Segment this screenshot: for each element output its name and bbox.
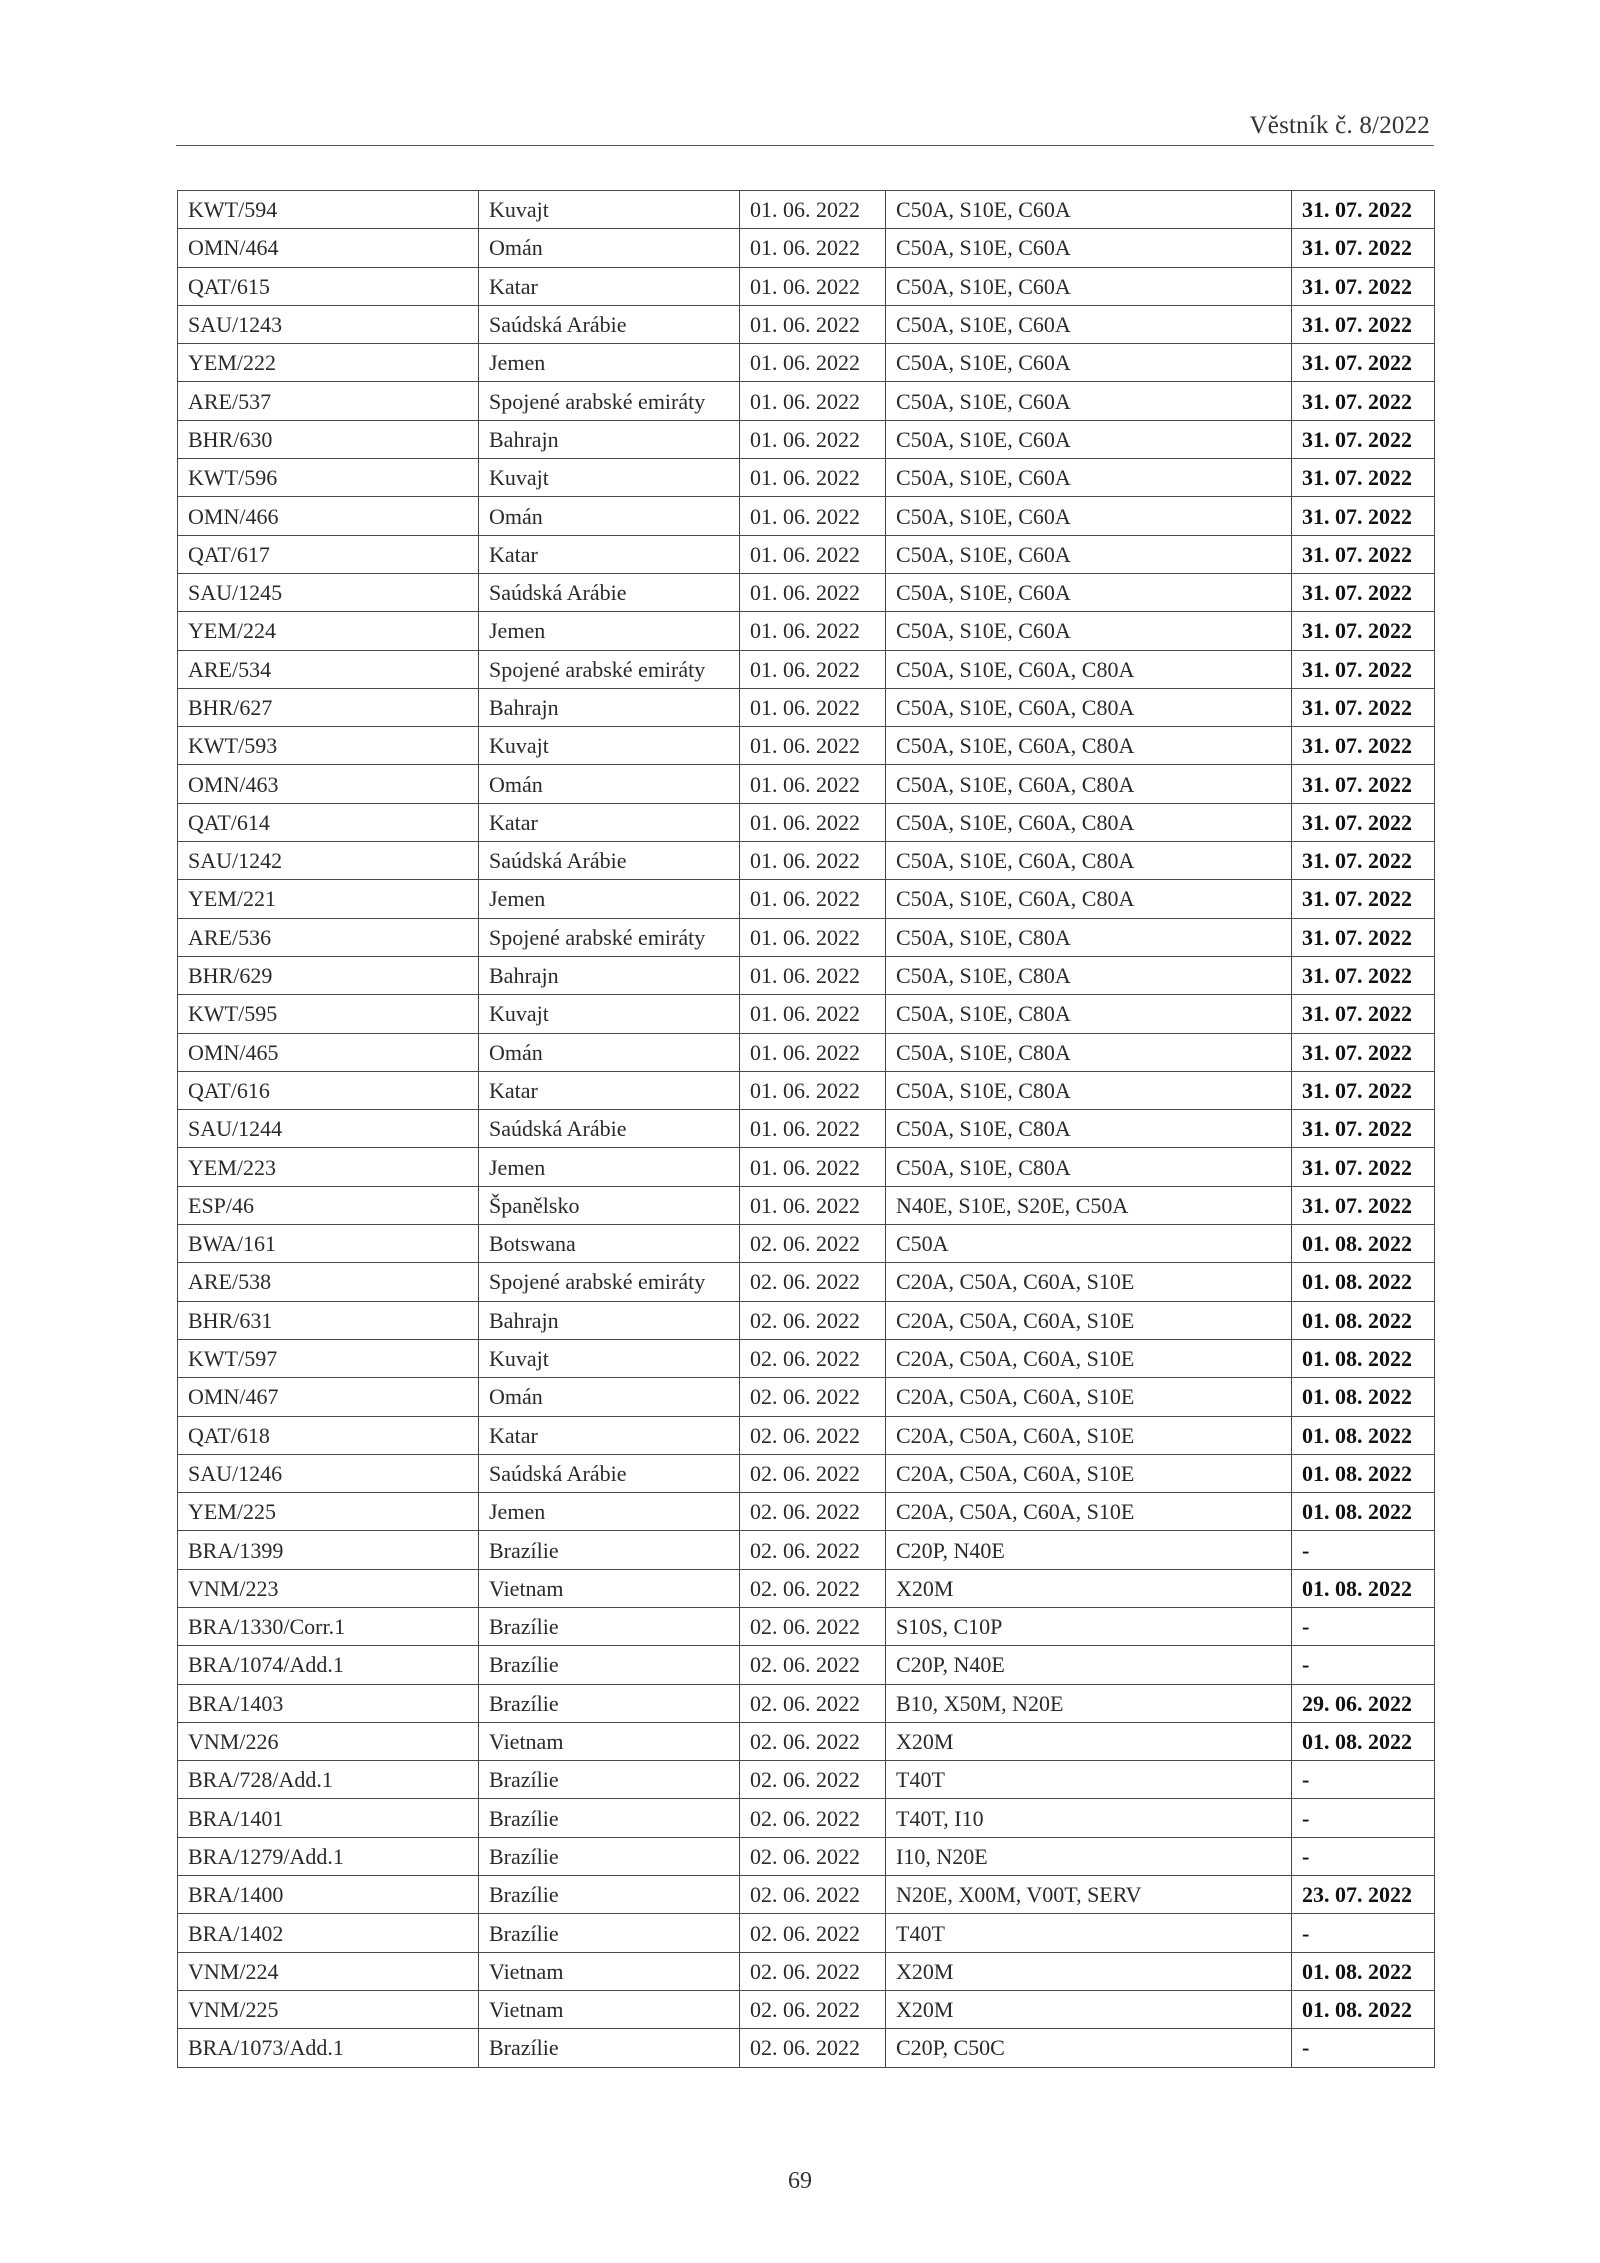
deadline-cell: 31. 07. 2022 (1292, 727, 1435, 765)
table-row (178, 956, 1435, 994)
deadline-cell: - (1292, 1646, 1435, 1684)
product-codes-cell: C50A, S10E, C60A (886, 344, 1292, 382)
table-row (178, 1607, 1435, 1645)
document-code-cell: OMN/465 (178, 1033, 479, 1071)
document-code-cell: KWT/597 (178, 1339, 479, 1377)
journal-title: Věstník č. 8/2022 (1249, 112, 1430, 139)
deadline-cell: 01. 08. 2022 (1292, 1454, 1435, 1492)
table-row (178, 765, 1435, 803)
product-codes-cell: C50A, S10E, C60A (886, 459, 1292, 497)
product-codes-cell: C50A (886, 1225, 1292, 1263)
table-row (178, 1378, 1435, 1416)
date-cell: 02. 06. 2022 (740, 1876, 886, 1914)
product-codes-cell: C20P, N40E (886, 1646, 1292, 1684)
deadline-cell: - (1292, 1837, 1435, 1875)
table-row (178, 1186, 1435, 1224)
country-cell: Kuvajt (479, 727, 740, 765)
product-codes-cell: C20A, C50A, C60A, S10E (886, 1263, 1292, 1301)
table-row (178, 880, 1435, 918)
date-cell: 01. 06. 2022 (740, 497, 886, 535)
document-code-cell: BRA/1330/Corr.1 (178, 1607, 479, 1645)
product-codes-cell: C50A, S10E, C80A (886, 1033, 1292, 1071)
country-cell: Španělsko (479, 1186, 740, 1224)
document-code-cell: SAU/1245 (178, 573, 479, 611)
date-cell: 01. 06. 2022 (740, 995, 886, 1033)
table-row (178, 420, 1435, 458)
deadline-cell: - (1292, 2029, 1435, 2067)
table-row (178, 995, 1435, 1033)
document-code-cell: BRA/1403 (178, 1684, 479, 1722)
country-cell: Vietnam (479, 1990, 740, 2028)
document-code-cell: BWA/161 (178, 1225, 479, 1263)
document-code-cell: QAT/617 (178, 535, 479, 573)
deadline-cell: - (1292, 1799, 1435, 1837)
product-codes-cell: C50A, S10E, C80A (886, 918, 1292, 956)
country-cell: Saúdská Arábie (479, 842, 740, 880)
document-code-cell: KWT/595 (178, 995, 479, 1033)
table-row (178, 1110, 1435, 1148)
product-codes-cell: C20A, C50A, C60A, S10E (886, 1454, 1292, 1492)
country-cell: Jemen (479, 1148, 740, 1186)
notification-table-body (178, 191, 1435, 2068)
deadline-cell: 01. 08. 2022 (1292, 1339, 1435, 1377)
table-row (178, 1071, 1435, 1109)
date-cell: 01. 06. 2022 (740, 229, 886, 267)
deadline-cell: - (1292, 1607, 1435, 1645)
table-row (178, 1990, 1435, 2028)
date-cell: 02. 06. 2022 (740, 1454, 886, 1492)
country-cell: Saúdská Arábie (479, 573, 740, 611)
table-row (178, 497, 1435, 535)
deadline-cell: 31. 07. 2022 (1292, 573, 1435, 611)
product-codes-cell: X20M (886, 1722, 1292, 1760)
deadline-cell: 31. 07. 2022 (1292, 1148, 1435, 1186)
date-cell: 02. 06. 2022 (740, 1339, 886, 1377)
document-code-cell: ARE/537 (178, 382, 479, 420)
deadline-cell: 31. 07. 2022 (1292, 1110, 1435, 1148)
country-cell: Omán (479, 765, 740, 803)
country-cell: Brazílie (479, 1837, 740, 1875)
product-codes-cell: C50A, S10E, C80A (886, 956, 1292, 994)
date-cell: 01. 06. 2022 (740, 1186, 886, 1224)
deadline-cell: 31. 07. 2022 (1292, 229, 1435, 267)
deadline-cell: 31. 07. 2022 (1292, 842, 1435, 880)
date-cell: 02. 06. 2022 (740, 1761, 886, 1799)
document-code-cell: BHR/629 (178, 956, 479, 994)
deadline-cell: 31. 07. 2022 (1292, 803, 1435, 841)
table-row (178, 382, 1435, 420)
document-code-cell: VNM/226 (178, 1722, 479, 1760)
date-cell: 01. 06. 2022 (740, 803, 886, 841)
date-cell: 01. 06. 2022 (740, 612, 886, 650)
product-codes-cell: C20P, C50C (886, 2029, 1292, 2067)
deadline-cell: 01. 08. 2022 (1292, 1569, 1435, 1607)
product-codes-cell: C20P, N40E (886, 1531, 1292, 1569)
table-row (178, 459, 1435, 497)
product-codes-cell: C50A, S10E, C60A, C80A (886, 650, 1292, 688)
country-cell: Bahrajn (479, 956, 740, 994)
document-code-cell: OMN/466 (178, 497, 479, 535)
deadline-cell: 01. 08. 2022 (1292, 1416, 1435, 1454)
date-cell: 01. 06. 2022 (740, 191, 886, 229)
product-codes-cell: C50A, S10E, C80A (886, 995, 1292, 1033)
document-code-cell: KWT/594 (178, 191, 479, 229)
date-cell: 01. 06. 2022 (740, 267, 886, 305)
table-row (178, 1148, 1435, 1186)
document-code-cell: ARE/534 (178, 650, 479, 688)
country-cell: Brazílie (479, 1646, 740, 1684)
table-row (178, 1493, 1435, 1531)
deadline-cell: 31. 07. 2022 (1292, 459, 1435, 497)
country-cell: Brazílie (479, 1761, 740, 1799)
country-cell: Jemen (479, 1493, 740, 1531)
deadline-cell: 31. 07. 2022 (1292, 267, 1435, 305)
date-cell: 02. 06. 2022 (740, 1952, 886, 1990)
table-row (178, 688, 1435, 726)
product-codes-cell: C50A, S10E, C60A (886, 612, 1292, 650)
document-code-cell: YEM/225 (178, 1493, 479, 1531)
document-code-cell: SAU/1244 (178, 1110, 479, 1148)
document-code-cell: YEM/224 (178, 612, 479, 650)
country-cell: Jemen (479, 612, 740, 650)
product-codes-cell: C50A, S10E, C80A (886, 1148, 1292, 1186)
date-cell: 02. 06. 2022 (740, 1684, 886, 1722)
page-number: 69 (788, 2168, 812, 2194)
product-codes-cell: C50A, S10E, C60A, C80A (886, 688, 1292, 726)
date-cell: 01. 06. 2022 (740, 1148, 886, 1186)
country-cell: Vietnam (479, 1952, 740, 1990)
document-code-cell: YEM/221 (178, 880, 479, 918)
product-codes-cell: C50A, S10E, C60A, C80A (886, 803, 1292, 841)
country-cell: Jemen (479, 880, 740, 918)
table-row (178, 1876, 1435, 1914)
document-code-cell: KWT/593 (178, 727, 479, 765)
date-cell: 02. 06. 2022 (740, 1225, 886, 1263)
table-row (178, 1952, 1435, 1990)
product-codes-cell: N40E, S10E, S20E, C50A (886, 1186, 1292, 1224)
product-codes-cell: C50A, S10E, C80A (886, 1110, 1292, 1148)
table-row (178, 1225, 1435, 1263)
product-codes-cell: C50A, S10E, C60A (886, 267, 1292, 305)
date-cell: 01. 06. 2022 (740, 305, 886, 343)
date-cell: 01. 06. 2022 (740, 918, 886, 956)
product-codes-cell: C20A, C50A, C60A, S10E (886, 1493, 1292, 1531)
document-code-cell: YEM/222 (178, 344, 479, 382)
country-cell: Spojené arabské emiráty (479, 650, 740, 688)
deadline-cell: 31. 07. 2022 (1292, 497, 1435, 535)
deadline-cell: 31. 07. 2022 (1292, 995, 1435, 1033)
table-row (178, 1416, 1435, 1454)
deadline-cell: 01. 08. 2022 (1292, 1378, 1435, 1416)
deadline-cell: 31. 07. 2022 (1292, 918, 1435, 956)
document-code-cell: OMN/467 (178, 1378, 479, 1416)
deadline-cell: 31. 07. 2022 (1292, 535, 1435, 573)
header-divider (176, 145, 1434, 146)
product-codes-cell: C50A, S10E, C60A, C80A (886, 727, 1292, 765)
country-cell: Brazílie (479, 1607, 740, 1645)
document-code-cell: SAU/1246 (178, 1454, 479, 1492)
date-cell: 01. 06. 2022 (740, 1071, 886, 1109)
date-cell: 02. 06. 2022 (740, 1378, 886, 1416)
country-cell: Vietnam (479, 1569, 740, 1607)
date-cell: 02. 06. 2022 (740, 1799, 886, 1837)
table-row (178, 1454, 1435, 1492)
table-row (178, 1799, 1435, 1837)
country-cell: Jemen (479, 344, 740, 382)
country-cell: Spojené arabské emiráty (479, 382, 740, 420)
country-cell: Saúdská Arábie (479, 1454, 740, 1492)
country-cell: Omán (479, 229, 740, 267)
date-cell: 01. 06. 2022 (740, 459, 886, 497)
document-code-cell: SAU/1242 (178, 842, 479, 880)
product-codes-cell: C50A, S10E, C60A, C80A (886, 842, 1292, 880)
document-code-cell: OMN/464 (178, 229, 479, 267)
country-cell: Katar (479, 1416, 740, 1454)
date-cell: 01. 06. 2022 (740, 573, 886, 611)
document-code-cell: QAT/614 (178, 803, 479, 841)
product-codes-cell: T40T (886, 1761, 1292, 1799)
country-cell: Katar (479, 1071, 740, 1109)
product-codes-cell: C50A, S10E, C60A (886, 497, 1292, 535)
deadline-cell: 31. 07. 2022 (1292, 612, 1435, 650)
table-row (178, 267, 1435, 305)
country-cell: Omán (479, 497, 740, 535)
deadline-cell: - (1292, 1914, 1435, 1952)
product-codes-cell: C50A, S10E, C60A (886, 420, 1292, 458)
deadline-cell: 01. 08. 2022 (1292, 1952, 1435, 1990)
product-codes-cell: X20M (886, 1569, 1292, 1607)
deadline-cell: 31. 07. 2022 (1292, 305, 1435, 343)
date-cell: 02. 06. 2022 (740, 1990, 886, 2028)
product-codes-cell: C50A, S10E, C60A (886, 382, 1292, 420)
table-row (178, 1531, 1435, 1569)
document-code-cell: QAT/618 (178, 1416, 479, 1454)
table-row (178, 1684, 1435, 1722)
date-cell: 01. 06. 2022 (740, 765, 886, 803)
date-cell: 01. 06. 2022 (740, 842, 886, 880)
deadline-cell: 31. 07. 2022 (1292, 382, 1435, 420)
table-row (178, 1914, 1435, 1952)
country-cell: Saúdská Arábie (479, 305, 740, 343)
country-cell: Brazílie (479, 1684, 740, 1722)
document-code-cell: BRA/728/Add.1 (178, 1761, 479, 1799)
country-cell: Brazílie (479, 1799, 740, 1837)
country-cell: Omán (479, 1378, 740, 1416)
deadline-cell: 23. 07. 2022 (1292, 1876, 1435, 1914)
table-row (178, 918, 1435, 956)
deadline-cell: 01. 08. 2022 (1292, 1493, 1435, 1531)
table-row (178, 573, 1435, 611)
product-codes-cell: B10, X50M, N20E (886, 1684, 1292, 1722)
date-cell: 02. 06. 2022 (740, 2029, 886, 2067)
product-codes-cell: C50A, S10E, C60A, C80A (886, 765, 1292, 803)
document-code-cell: BRA/1401 (178, 1799, 479, 1837)
table-row (178, 727, 1435, 765)
country-cell: Spojené arabské emiráty (479, 1263, 740, 1301)
date-cell: 01. 06. 2022 (740, 727, 886, 765)
deadline-cell: 29. 06. 2022 (1292, 1684, 1435, 1722)
deadline-cell: 31. 07. 2022 (1292, 344, 1435, 382)
deadline-cell: 31. 07. 2022 (1292, 688, 1435, 726)
deadline-cell: 01. 08. 2022 (1292, 1301, 1435, 1339)
date-cell: 02. 06. 2022 (740, 1531, 886, 1569)
table-row (178, 803, 1435, 841)
date-cell: 01. 06. 2022 (740, 344, 886, 382)
country-cell: Brazílie (479, 2029, 740, 2067)
product-codes-cell: C50A, S10E, C60A (886, 305, 1292, 343)
product-codes-cell: C20A, C50A, C60A, S10E (886, 1378, 1292, 1416)
deadline-cell: 01. 08. 2022 (1292, 1990, 1435, 2028)
table-row (178, 612, 1435, 650)
date-cell: 01. 06. 2022 (740, 650, 886, 688)
country-cell: Spojené arabské emiráty (479, 918, 740, 956)
date-cell: 01. 06. 2022 (740, 1033, 886, 1071)
document-code-cell: VNM/225 (178, 1990, 479, 2028)
country-cell: Bahrajn (479, 688, 740, 726)
deadline-cell: 31. 07. 2022 (1292, 956, 1435, 994)
deadline-cell: 31. 07. 2022 (1292, 650, 1435, 688)
date-cell: 02. 06. 2022 (740, 1263, 886, 1301)
product-codes-cell: C50A, S10E, C60A (886, 535, 1292, 573)
table-row (178, 191, 1435, 229)
country-cell: Kuvajt (479, 995, 740, 1033)
deadline-cell: 31. 07. 2022 (1292, 1071, 1435, 1109)
document-code-cell: BRA/1399 (178, 1531, 479, 1569)
table-row (178, 1301, 1435, 1339)
deadline-cell: 31. 07. 2022 (1292, 765, 1435, 803)
table-row (178, 1646, 1435, 1684)
document-code-cell: OMN/463 (178, 765, 479, 803)
date-cell: 02. 06. 2022 (740, 1416, 886, 1454)
document-code-cell: ARE/536 (178, 918, 479, 956)
country-cell: Kuvajt (479, 1339, 740, 1377)
date-cell: 01. 06. 2022 (740, 956, 886, 994)
document-code-cell: BHR/627 (178, 688, 479, 726)
country-cell: Omán (479, 1033, 740, 1071)
date-cell: 02. 06. 2022 (740, 1722, 886, 1760)
product-codes-cell: T40T (886, 1914, 1292, 1952)
date-cell: 01. 06. 2022 (740, 382, 886, 420)
product-codes-cell: C20A, C50A, C60A, S10E (886, 1301, 1292, 1339)
country-cell: Bahrajn (479, 420, 740, 458)
country-cell: Katar (479, 535, 740, 573)
country-cell: Kuvajt (479, 191, 740, 229)
date-cell: 01. 06. 2022 (740, 1110, 886, 1148)
deadline-cell: 31. 07. 2022 (1292, 420, 1435, 458)
product-codes-cell: C20A, C50A, C60A, S10E (886, 1339, 1292, 1377)
country-cell: Katar (479, 267, 740, 305)
date-cell: 01. 06. 2022 (740, 688, 886, 726)
country-cell: Brazílie (479, 1914, 740, 1952)
table-row (178, 1263, 1435, 1301)
document-code-cell: BHR/631 (178, 1301, 479, 1339)
document-code-cell: YEM/223 (178, 1148, 479, 1186)
country-cell: Brazílie (479, 1531, 740, 1569)
document-code-cell: VNM/223 (178, 1569, 479, 1607)
table-row (178, 305, 1435, 343)
date-cell: 02. 06. 2022 (740, 1837, 886, 1875)
date-cell: 02. 06. 2022 (740, 1301, 886, 1339)
product-codes-cell: C20A, C50A, C60A, S10E (886, 1416, 1292, 1454)
table-row (178, 1837, 1435, 1875)
product-codes-cell: I10, N20E (886, 1837, 1292, 1875)
product-codes-cell: C50A, S10E, C60A (886, 191, 1292, 229)
product-codes-cell: X20M (886, 1990, 1292, 2028)
document-code-cell: QAT/615 (178, 267, 479, 305)
deadline-cell: 31. 07. 2022 (1292, 191, 1435, 229)
country-cell: Katar (479, 803, 740, 841)
date-cell: 02. 06. 2022 (740, 1569, 886, 1607)
product-codes-cell: N20E, X00M, V00T, SERV (886, 1876, 1292, 1914)
table-row (178, 1569, 1435, 1607)
deadline-cell: 31. 07. 2022 (1292, 880, 1435, 918)
document-code-cell: KWT/596 (178, 459, 479, 497)
table-row (178, 229, 1435, 267)
table-row (178, 2029, 1435, 2067)
deadline-cell: - (1292, 1761, 1435, 1799)
document-code-cell: BRA/1074/Add.1 (178, 1646, 479, 1684)
document-code-cell: ESP/46 (178, 1186, 479, 1224)
table-row (178, 1339, 1435, 1377)
document-code-cell: VNM/224 (178, 1952, 479, 1990)
table-row (178, 650, 1435, 688)
country-cell: Bahrajn (479, 1301, 740, 1339)
country-cell: Botswana (479, 1225, 740, 1263)
date-cell: 01. 06. 2022 (740, 880, 886, 918)
deadline-cell: 01. 08. 2022 (1292, 1225, 1435, 1263)
product-codes-cell: C50A, S10E, C80A (886, 1071, 1292, 1109)
table-row (178, 842, 1435, 880)
product-codes-cell: X20M (886, 1952, 1292, 1990)
document-code-cell: QAT/616 (178, 1071, 479, 1109)
date-cell: 02. 06. 2022 (740, 1646, 886, 1684)
document-code-cell: BHR/630 (178, 420, 479, 458)
document-code-cell: BRA/1402 (178, 1914, 479, 1952)
country-cell: Vietnam (479, 1722, 740, 1760)
product-codes-cell: C50A, S10E, C60A (886, 573, 1292, 611)
country-cell: Brazílie (479, 1876, 740, 1914)
table-row (178, 1033, 1435, 1071)
document-code-cell: BRA/1073/Add.1 (178, 2029, 479, 2067)
country-cell: Kuvajt (479, 459, 740, 497)
date-cell: 02. 06. 2022 (740, 1607, 886, 1645)
table-row (178, 344, 1435, 382)
product-codes-cell: T40T, I10 (886, 1799, 1292, 1837)
notification-table (177, 190, 1435, 2068)
date-cell: 02. 06. 2022 (740, 1493, 886, 1531)
deadline-cell: 31. 07. 2022 (1292, 1186, 1435, 1224)
date-cell: 01. 06. 2022 (740, 420, 886, 458)
document-code-cell: ARE/538 (178, 1263, 479, 1301)
country-cell: Saúdská Arábie (479, 1110, 740, 1148)
deadline-cell: 31. 07. 2022 (1292, 1033, 1435, 1071)
date-cell: 01. 06. 2022 (740, 535, 886, 573)
date-cell: 02. 06. 2022 (740, 1914, 886, 1952)
deadline-cell: 01. 08. 2022 (1292, 1263, 1435, 1301)
deadline-cell: 01. 08. 2022 (1292, 1722, 1435, 1760)
product-codes-cell: C50A, S10E, C60A, C80A (886, 880, 1292, 918)
document-code-cell: BRA/1279/Add.1 (178, 1837, 479, 1875)
deadline-cell: - (1292, 1531, 1435, 1569)
table-row (178, 1761, 1435, 1799)
table-row (178, 535, 1435, 573)
document-code-cell: BRA/1400 (178, 1876, 479, 1914)
table-row (178, 1722, 1435, 1760)
product-codes-cell: S10S, C10P (886, 1607, 1292, 1645)
product-codes-cell: C50A, S10E, C60A (886, 229, 1292, 267)
document-code-cell: SAU/1243 (178, 305, 479, 343)
